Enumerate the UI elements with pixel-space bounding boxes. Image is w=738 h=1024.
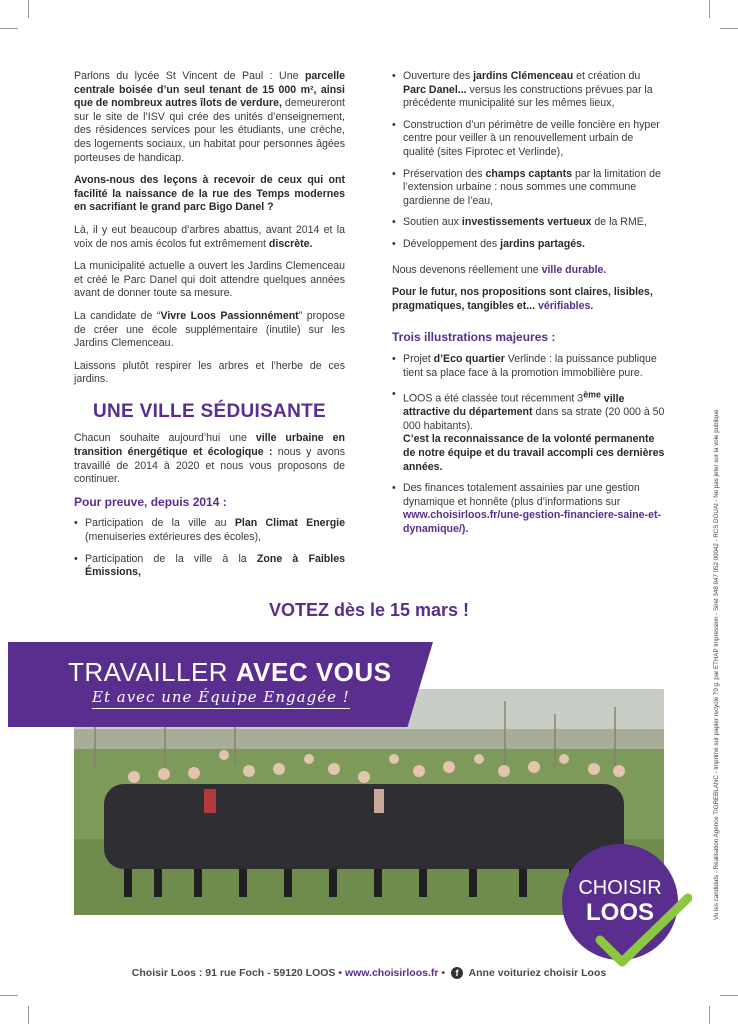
text: Préservation des — [403, 167, 486, 180]
footer-facebook[interactable]: Anne voituriez choisir Loos — [466, 967, 607, 979]
text-bold: Plan Climat Energie — [234, 517, 345, 530]
text-bold: investissements vertueux — [461, 216, 592, 229]
subtitle-illustrations: Trois illustrations majeures : — [392, 330, 556, 345]
text: Participation de la ville au — [85, 517, 235, 530]
facebook-icon[interactable]: f — [451, 967, 463, 979]
text: (menuiseries extérieures des écoles), — [85, 531, 262, 544]
text: et création du — [573, 70, 641, 82]
list-item — [392, 119, 665, 160]
superscript: ème — [583, 389, 601, 400]
paragraph-respirer — [74, 360, 345, 387]
text-bold: Parc Danel... — [403, 83, 467, 96]
list-item — [392, 482, 665, 536]
text: Construction d’un périmètre de veille foncière en hyper centre pour veiller à un renouvellement urbain de qualité (sites Fiprotec et Verlinde), — [403, 118, 660, 158]
text-bold: parcelle centrale boisée d’un seul tenant de 15 000 m², ainsi que de nombreux autres îlots de verdure, — [74, 70, 345, 110]
website-link[interactable]: www.choisirloos.fr/une-gestion-financiere-saine-et-dynamique/). — [403, 509, 662, 535]
text: Soutien aux — [403, 216, 462, 229]
right-column — [392, 70, 665, 545]
text-highlight: ville durable. — [541, 263, 607, 276]
paragraph-futur — [392, 286, 665, 313]
crop-mark — [0, 995, 18, 996]
text-bold: Pour le futur, nos propositions sont claires, lisibles, pragmatiques, tangibles et... — [392, 286, 653, 312]
banner-title — [68, 657, 392, 688]
crop-mark — [709, 1006, 710, 1024]
text-bold: Vivre Loos Passionnément — [160, 309, 299, 322]
text: La candidate de “ — [74, 309, 161, 322]
crop-mark — [28, 0, 29, 18]
text: nous y avons travaillé de 2014 à 2020 et nous vous proposons de continuer. — [74, 446, 345, 486]
crop-mark — [709, 0, 710, 18]
subtitle-preuve: Pour preuve, depuis 2014 : — [74, 494, 227, 509]
text-bold: jardins partagés. — [500, 237, 585, 250]
footer — [0, 967, 738, 979]
choisir-loos-logo — [560, 842, 692, 974]
text-bold: champs captants — [485, 167, 572, 180]
text-bold: d’Eco quartier — [433, 352, 505, 365]
list-illustrations — [392, 353, 665, 537]
paragraph-trees — [74, 224, 345, 251]
text-bold: AVEC VOUS — [235, 657, 392, 687]
text: Parlons du lycée St Vincent de Paul : Une — [74, 70, 305, 82]
paragraph-question — [74, 174, 345, 215]
text-bold: C’est la reconnaissance de la volonté permanente de notre équipe et du travail accompli ces dernières années. — [403, 433, 665, 473]
logo-line2: LOOS — [585, 899, 655, 926]
text: Projet — [403, 352, 434, 365]
left-column — [74, 70, 345, 588]
banner-slogan: Et avec une Équipe Engagée ! — [92, 688, 350, 709]
text: Nous devenons réellement une — [392, 263, 542, 276]
legal-text: Vu les candidats - Réalisation Agence TIGREBLANC - Imprimé sur papier recyclé 70 g. par ETHAP Impression - Siret 348 947 052 00042 - RCS DOUAI - Ne pas jeter sur la voie publique — [713, 409, 720, 920]
crop-mark — [720, 995, 738, 996]
paragraph-isv — [74, 70, 345, 165]
list-item — [74, 553, 345, 580]
separator: • — [438, 967, 448, 979]
list-item — [392, 238, 665, 252]
list-preuves — [74, 517, 345, 579]
text: dans sa strate (20 000 à 50 000 habitants). — [403, 406, 665, 432]
text: Participation de la ville à la — [85, 552, 257, 565]
text: Là, il y eut beaucoup d’arbres abattus, avant 2014 et la voix de nos amis écolos fut extrêmement — [74, 223, 345, 250]
vote-headline: VOTEZ dès le 15 mars ! — [268, 600, 470, 620]
text-highlight: vérifiables. — [538, 299, 594, 312]
text-bold: Zone à Faibles Émissions, — [85, 552, 346, 579]
text-bold: jardins Clémenceau — [473, 70, 574, 82]
list-item — [392, 70, 665, 111]
crop-mark — [720, 28, 738, 29]
paragraph-candidate — [74, 310, 345, 351]
list-item — [74, 517, 345, 544]
text: Laissons plutôt respirer les arbres et l’herbe de ces jardins. — [74, 359, 345, 386]
text: Chacun souhaite aujourd’hui une — [74, 432, 256, 445]
list-item — [392, 216, 665, 230]
text: TRAVAILLER — [68, 657, 236, 687]
text: demeureront sur le site de l’ISV qui crée des unités d’enseignement, des résidences services pour les étudiants, une crèche, des logements sociaux, un habitat pour personnes âgées porteuses de handicap. — [74, 97, 346, 164]
footer-website-link[interactable]: www.choisirloos.fr — [344, 967, 439, 979]
text: ” propose de créer une école supplémentaire (inutile) sur les Jardins Clemenceau. — [74, 309, 345, 350]
text: Ouverture des — [403, 70, 474, 82]
text-bold: discrète. — [268, 237, 313, 250]
text: La municipalité actuelle a ouvert les Jardins Clemenceau et créé le Parc Danel qui doit attendre quelques années avant de donner toute sa mesure. — [74, 260, 345, 300]
crop-mark — [28, 1006, 29, 1024]
text-bold: ville attractive du département — [403, 392, 625, 419]
text: par la limitation de l’extension urbaine : nous sommes une commune gardienne de l’eau, — [403, 167, 661, 207]
text-bold: ville urbaine en transition énergétique et écologique : — [74, 432, 345, 459]
list-item — [392, 168, 665, 209]
list-actions — [392, 70, 665, 252]
text-bold: Avons-nous des leçons à recevoir de ceux qui ont facilité la naissance de la rue des Temps modernes en sacrifiant le grand parc Bigo Danel ? — [74, 174, 345, 214]
list-item — [392, 353, 665, 380]
crop-mark — [0, 28, 18, 29]
text: versus les constructions prévues par la précédente municipalité sur les mêmes lieux, — [403, 83, 653, 110]
list-item — [392, 388, 665, 474]
logo-line1: CHOISIR — [578, 877, 662, 899]
text: Verlinde : la puissance publique tient sa place face à la promotion immobilière pure. — [403, 352, 657, 379]
text: Des finances totalement assainies par une gestion dynamique et honnête (plus d’informations sur — [403, 482, 640, 508]
text: de la RME, — [591, 216, 647, 229]
paragraph-municipalite — [74, 260, 345, 301]
paragraph-durable — [392, 264, 665, 278]
paragraph-transition — [74, 432, 345, 486]
footer-address: Choisir Loos : 91 rue Foch - 59120 LOOS • — [131, 967, 345, 979]
text: LOOS a été classée tout récemment 3 — [403, 392, 584, 405]
section-title: UNE VILLE SÉDUISANTE — [93, 400, 326, 422]
text: Développement des — [403, 237, 501, 250]
